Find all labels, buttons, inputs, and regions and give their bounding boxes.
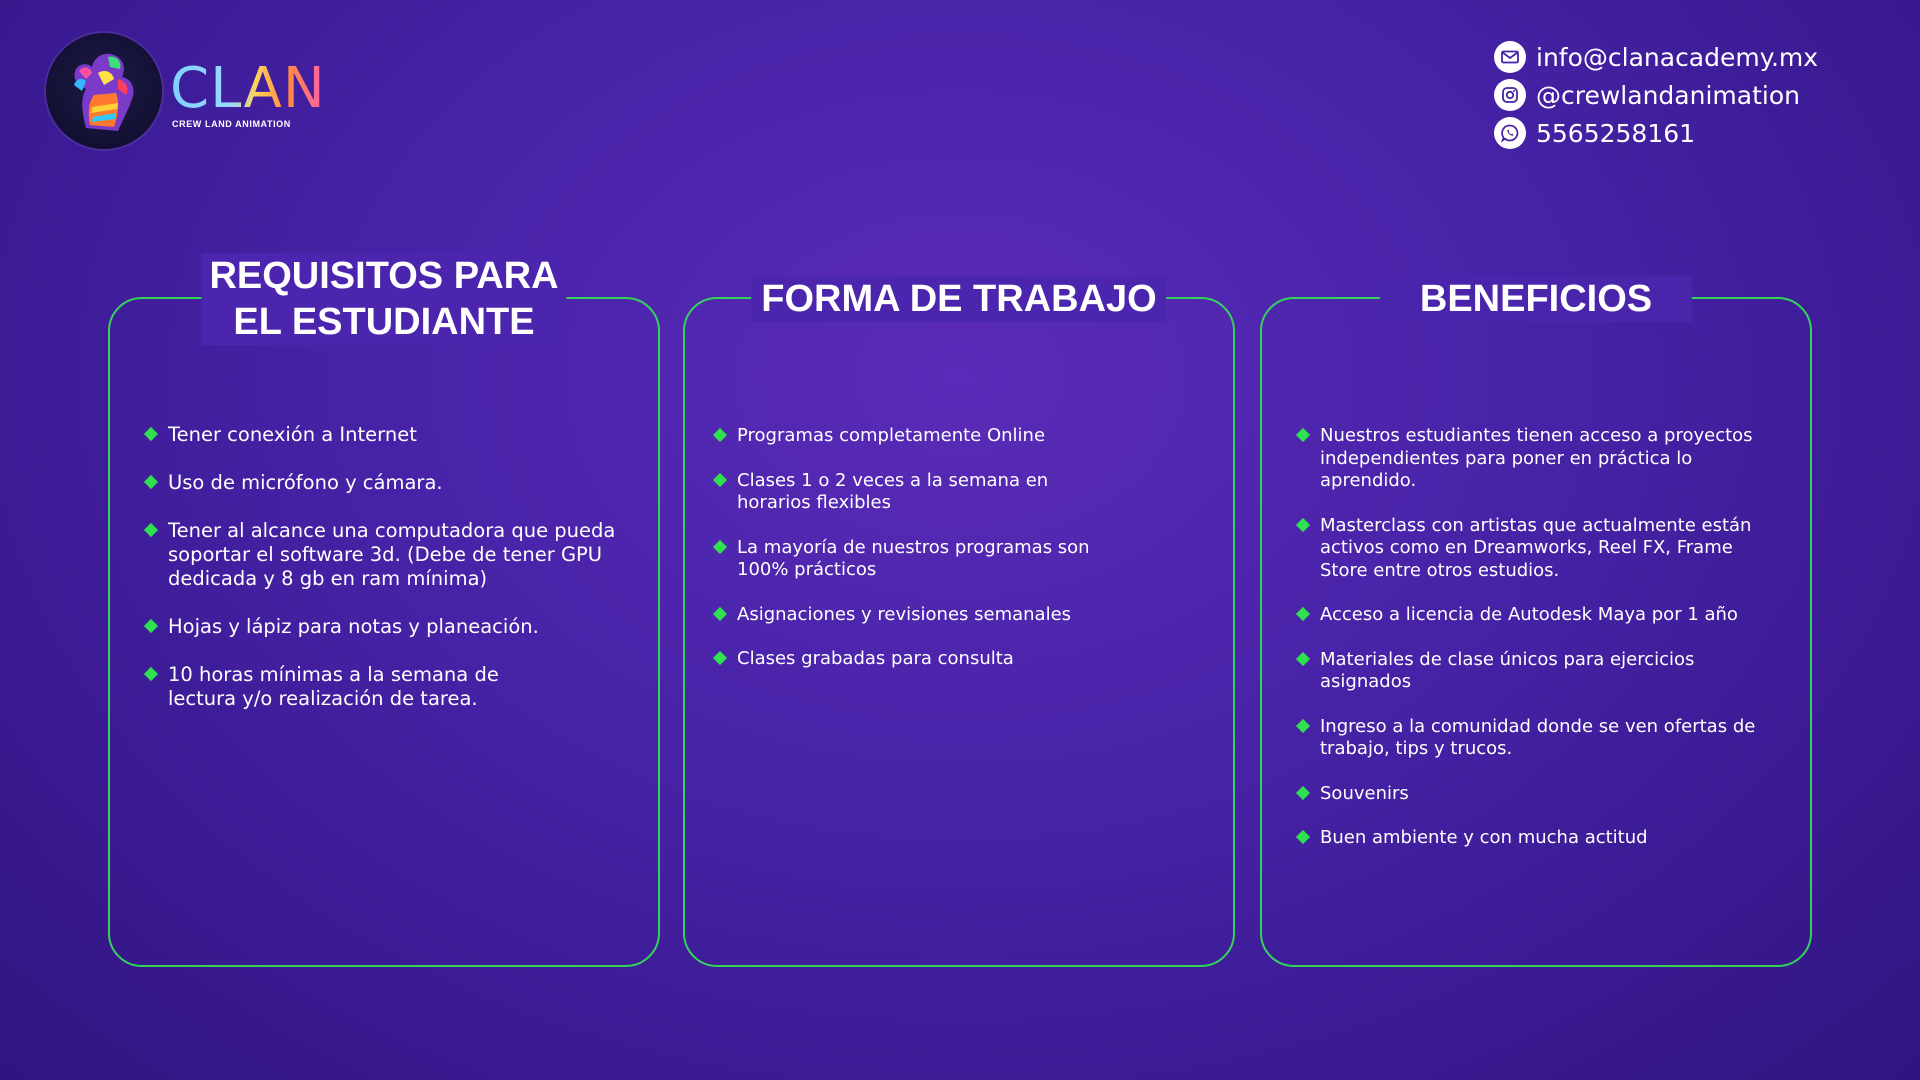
diamond-bullet-icon <box>1296 651 1310 665</box>
list-item-text: Uso de micrófono y cámara. <box>168 471 443 494</box>
list-item-text: Asignaciones y revisiones semanales <box>737 603 1072 625</box>
diamond-bullet-icon <box>144 667 158 681</box>
diamond-bullet-icon <box>713 539 727 553</box>
diamond-bullet-icon <box>1296 517 1310 531</box>
list-item <box>1296 716 1770 761</box>
panel-title-forma-de-trabajo: FORMA DE TRABAJO <box>751 276 1166 322</box>
instagram-icon <box>1494 79 1526 111</box>
list-item-text: Hojas y lápiz para notas y planeación. <box>168 615 539 638</box>
list-item <box>713 425 1113 448</box>
list-item-text: Clases 1 o 2 veces a la semana en horarios flexibles <box>737 469 1049 513</box>
list-item-text: Ingreso a la comunidad donde se ven ofertas de trabajo, tips y trucos. <box>1320 715 1756 759</box>
list-item-text: Clases grabadas para consulta <box>737 648 1014 669</box>
list-item-text: Buen ambiente y con mucha actitud <box>1320 827 1648 848</box>
list-item <box>144 615 632 639</box>
diamond-bullet-icon <box>713 472 727 486</box>
diamond-bullet-icon <box>1296 607 1310 621</box>
diamond-bullet-icon <box>713 651 727 665</box>
contact-whatsapp[interactable] <box>1494 114 1894 152</box>
list-item <box>713 648 1113 671</box>
list-item <box>1296 649 1770 694</box>
panel-requisitos <box>108 255 660 967</box>
list-item <box>1296 783 1770 806</box>
diamond-bullet-icon <box>713 428 727 442</box>
contact-email[interactable] <box>1494 38 1894 76</box>
list-item <box>1296 604 1770 627</box>
list-item <box>713 604 1113 627</box>
list-item <box>1296 425 1770 493</box>
diamond-bullet-icon <box>1296 718 1310 732</box>
envelope-icon <box>1494 41 1526 73</box>
panel-title-beneficios: BENEFICIOS <box>1380 276 1692 322</box>
logo-wordmark: CLAN <box>170 56 326 121</box>
panel-beneficios <box>1260 278 1812 967</box>
diamond-bullet-icon <box>1296 830 1310 844</box>
list-item-text: Programas completamente Online <box>737 425 1046 446</box>
list-item <box>713 470 1113 515</box>
list-item <box>144 663 632 711</box>
list-item-text: Nuestros estudiantes tienen acceso a proyectos independientes para poner en práctica lo aprendido. <box>1320 425 1753 491</box>
panel-forma-de-trabajo <box>683 278 1235 967</box>
forma-de-trabajo-list <box>713 425 1113 693</box>
beneficios-list <box>1296 425 1770 872</box>
list-item <box>144 519 632 591</box>
list-item-text: Acceso a licencia de Autodesk Maya por 1 año <box>1320 604 1738 625</box>
diamond-bullet-icon <box>713 606 727 620</box>
contact-list <box>1494 38 1894 152</box>
diamond-bullet-icon <box>1296 428 1310 442</box>
list-item-text: Tener al alcance una computadora que pueda soportar el software 3d. (Debe de tener GPU dedicada y 8 gb en ram mínima) <box>168 519 616 590</box>
contact-instagram-text[interactable]: @crewlandanimation <box>1536 80 1800 110</box>
list-item-text: 10 horas mínimas a la semana de lectura y/o realización de tarea. <box>168 663 499 710</box>
diamond-bullet-icon <box>144 427 158 441</box>
brand-logo <box>46 33 326 153</box>
list-item <box>1296 827 1770 850</box>
panel-title-line: REQUISITOS PARA <box>209 255 559 297</box>
diamond-bullet-icon <box>1296 785 1310 799</box>
requisitos-list <box>144 423 632 735</box>
whatsapp-icon <box>1494 117 1526 149</box>
contact-whatsapp-text[interactable]: 5565258161 <box>1536 118 1696 148</box>
contact-email-text[interactable]: info@clanacademy.mx <box>1536 42 1819 72</box>
list-item-text: Masterclass con artistas que actualmente están activos como en Dreamworks, Reel FX, Frame Store entre otros estudios. <box>1320 514 1752 581</box>
list-item-text: Tener conexión a Internet <box>168 423 417 446</box>
list-item <box>1296 515 1770 583</box>
diamond-bullet-icon <box>144 619 158 633</box>
list-item-text: La mayoría de nuestros programas son 100% prácticos <box>737 536 1090 580</box>
panel-title-requisitos <box>201 253 566 345</box>
panel-title-line: EL ESTUDIANTE <box>233 301 535 343</box>
list-item <box>144 423 632 447</box>
logo-tagline: CREW LAND ANIMATION <box>172 119 291 129</box>
list-item-text: Souvenirs <box>1320 782 1409 804</box>
list-item-text: Materiales de clase únicos para ejercicios asignados <box>1320 648 1695 692</box>
list-item <box>713 537 1113 582</box>
diamond-bullet-icon <box>144 475 158 489</box>
logo-emblem <box>46 33 162 149</box>
diamond-bullet-icon <box>144 523 158 537</box>
list-item <box>144 471 632 495</box>
contact-instagram[interactable] <box>1494 76 1894 114</box>
